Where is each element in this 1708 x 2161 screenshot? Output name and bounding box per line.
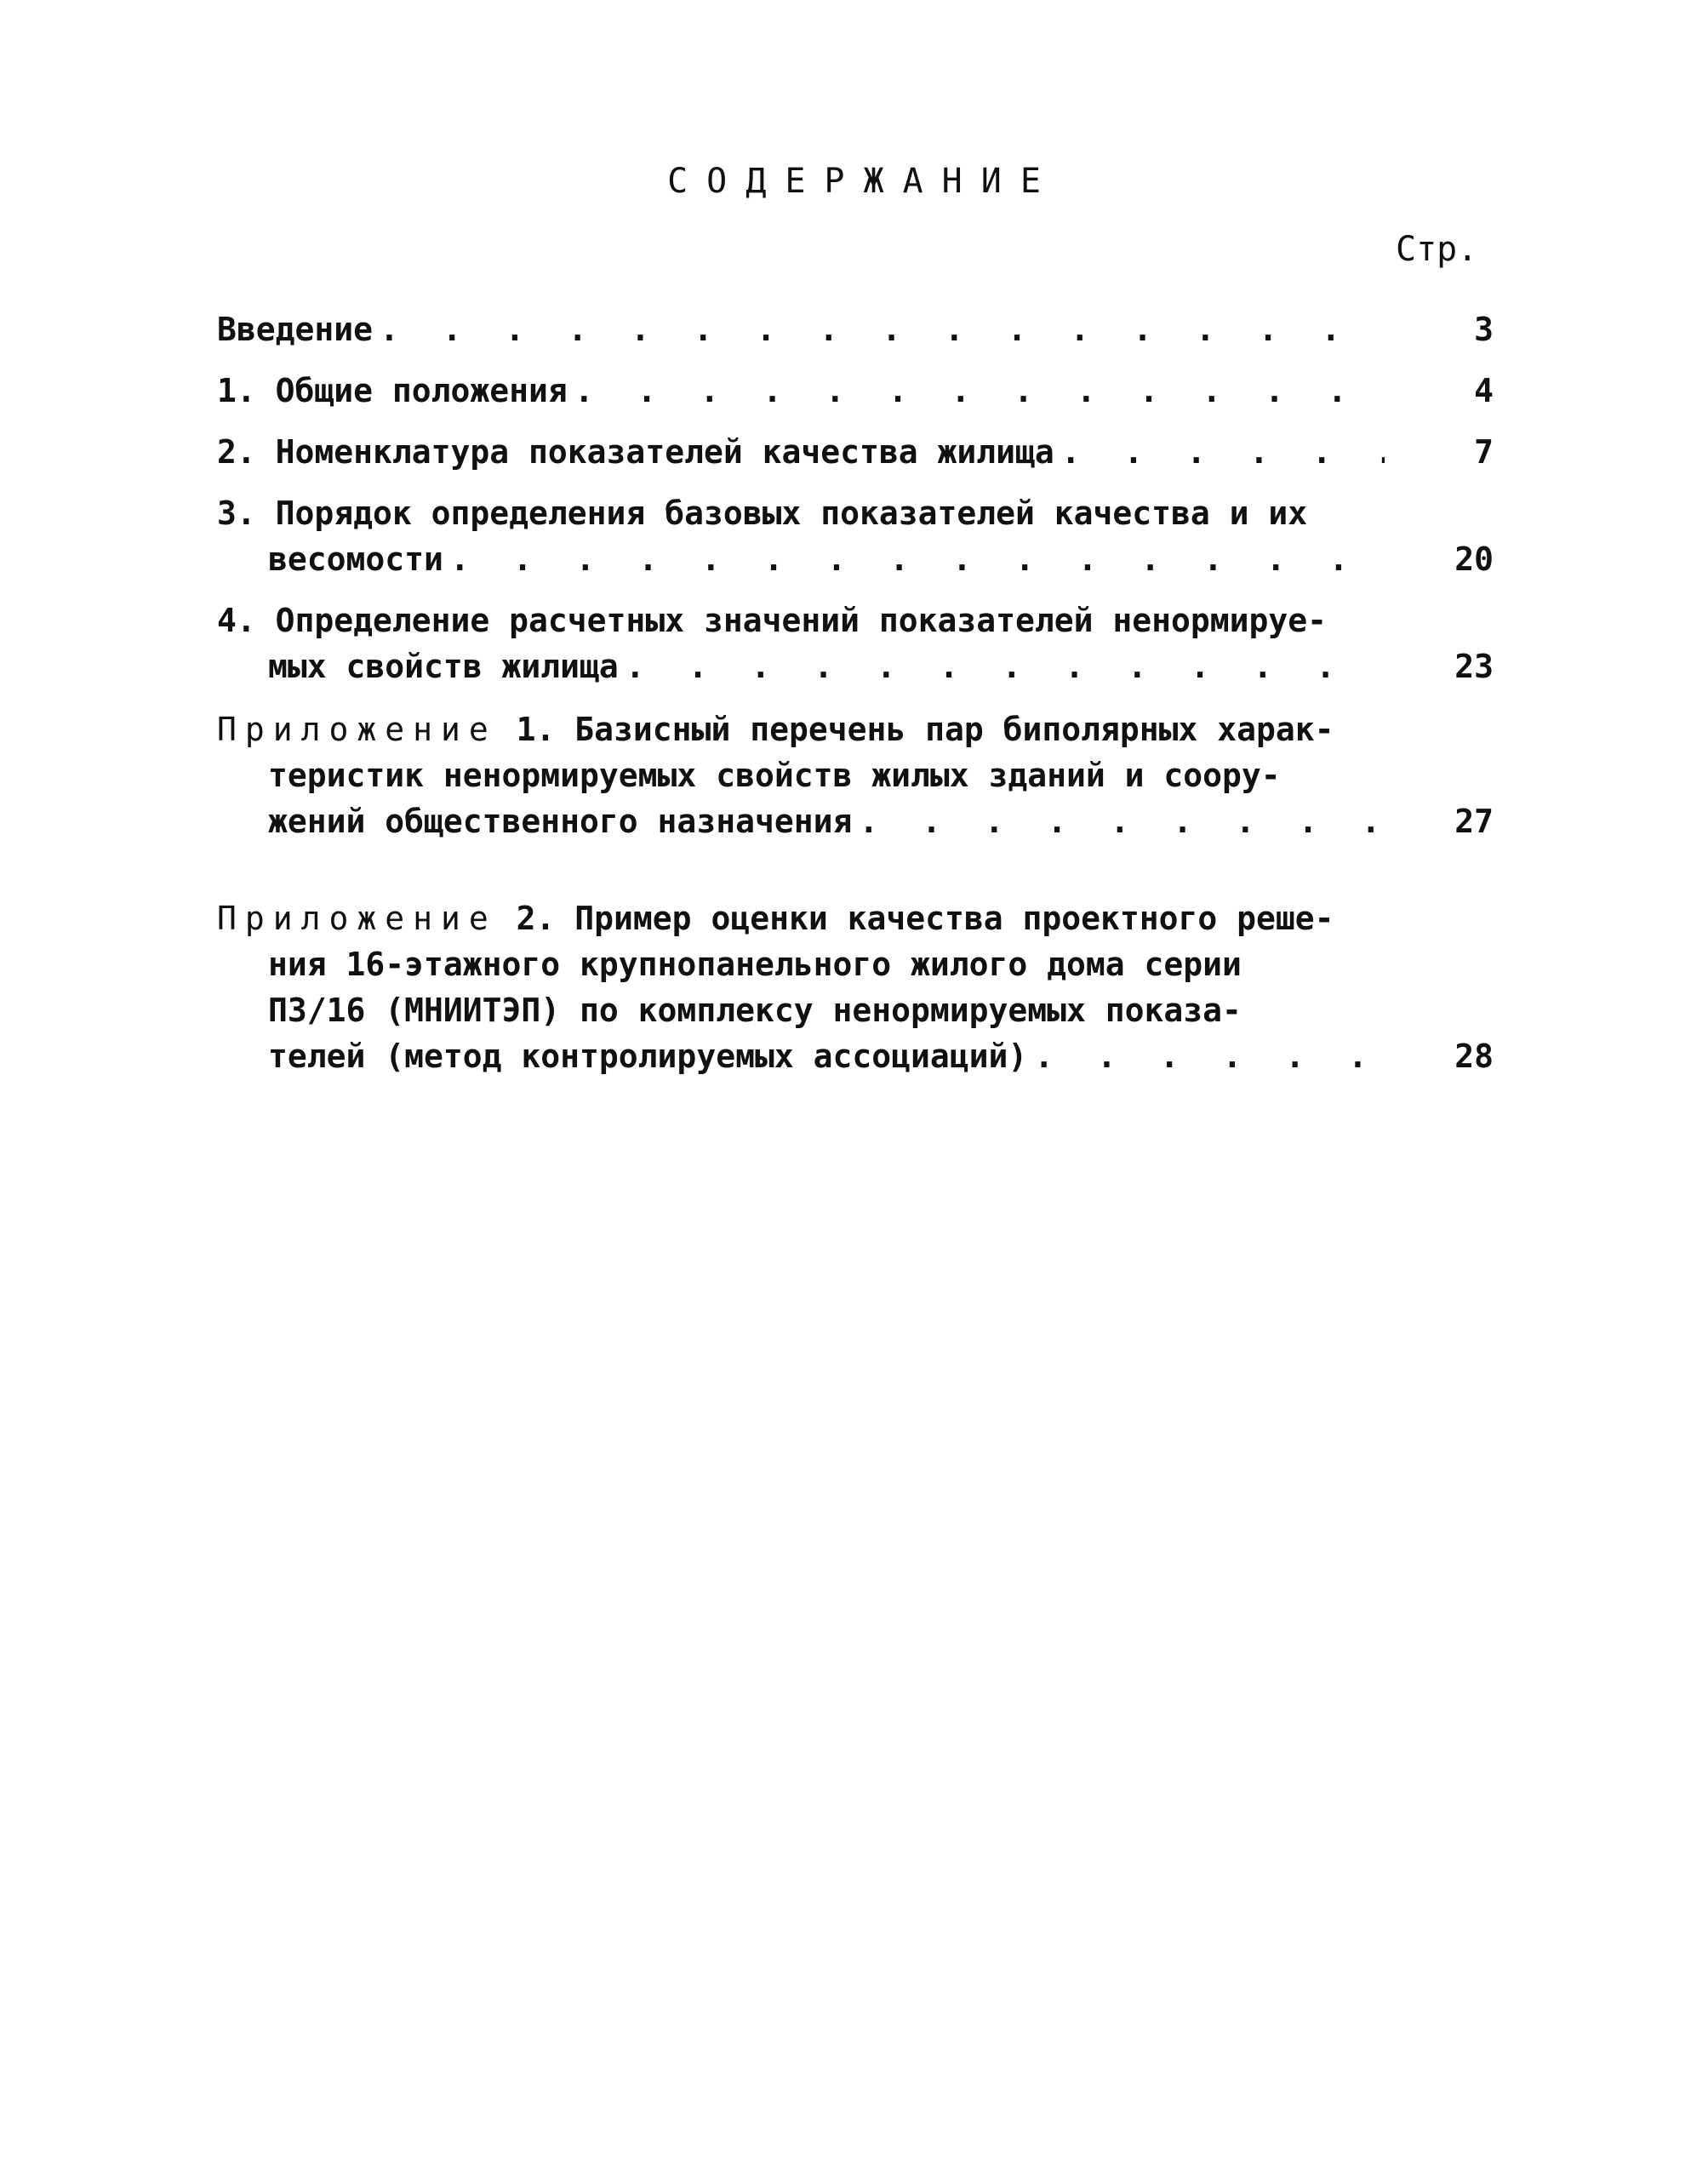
toc-page-number: 23 xyxy=(1454,648,1494,685)
toc-page-number: 7 xyxy=(1474,433,1494,471)
appendix-label: Приложение xyxy=(217,711,497,748)
toc-entry-text-line: 3. Порядок определения базовых показателей качества и их xyxy=(217,495,1308,532)
document-title: СОДЕРЖАНИЕ xyxy=(667,162,1060,201)
toc-page-number: 27 xyxy=(1454,803,1494,840)
appendix-label: Приложение xyxy=(217,900,497,937)
toc-entry-text: 1. Общие положения xyxy=(217,372,568,409)
toc-entry-text: 2. Номенклатура показателей качества жилища xyxy=(217,433,1054,471)
toc-entry-text-line: 4. Определение расчетных значений показателей ненормируе- xyxy=(217,602,1328,639)
toc-entry-introduction[interactable] xyxy=(217,306,1494,352)
leader-dots xyxy=(626,643,1385,689)
toc-entry-text-line: 1. Базисный перечень пар биполярных харак- xyxy=(496,711,1334,748)
table-of-contents xyxy=(217,306,1494,1079)
leader-dots xyxy=(859,798,1385,844)
toc-page-number: 3 xyxy=(1474,311,1494,348)
toc-entry-general-provisions[interactable] xyxy=(217,368,1494,414)
toc-entry-base-indicators[interactable] xyxy=(217,490,1494,582)
leader-dots xyxy=(574,368,1385,414)
toc-page-number: 4 xyxy=(1474,372,1494,409)
toc-entry-text: Введение xyxy=(217,311,374,348)
leader-dots xyxy=(1061,429,1385,475)
toc-entry-text: весомости xyxy=(268,540,443,578)
leader-dots xyxy=(450,536,1385,582)
leader-dots xyxy=(1034,1033,1385,1079)
toc-page-number: 28 xyxy=(1454,1038,1494,1075)
toc-entry-text-line: П3/16 (МНИИТЭП) по комплексу ненормируемых показа- xyxy=(268,992,1242,1029)
toc-entry-text: мых свойств жилища xyxy=(268,648,619,685)
toc-entry-calculated-values[interactable] xyxy=(217,597,1494,689)
toc-entry-text-line: ния 16-этажного крупнопанельного жилого дома серии xyxy=(268,946,1242,983)
leader-dots xyxy=(380,306,1385,352)
toc-entry-text: телей (метод контролируемых ассоциаций) xyxy=(268,1038,1028,1075)
toc-entry-appendix-2[interactable] xyxy=(217,895,1494,1079)
toc-entry-text: жений общественного назначения xyxy=(268,803,853,840)
toc-page-number: 20 xyxy=(1454,540,1494,578)
toc-entry-text-line: 2. Пример оценки качества проектного реше- xyxy=(496,900,1334,937)
toc-entry-nomenclature[interactable] xyxy=(217,429,1494,475)
toc-entry-text-line: теристик ненормируемых свойств жилых зданий и соору- xyxy=(268,757,1281,794)
page-column-header: Стр. xyxy=(1396,230,1478,269)
toc-entry-appendix-1[interactable] xyxy=(217,706,1494,844)
